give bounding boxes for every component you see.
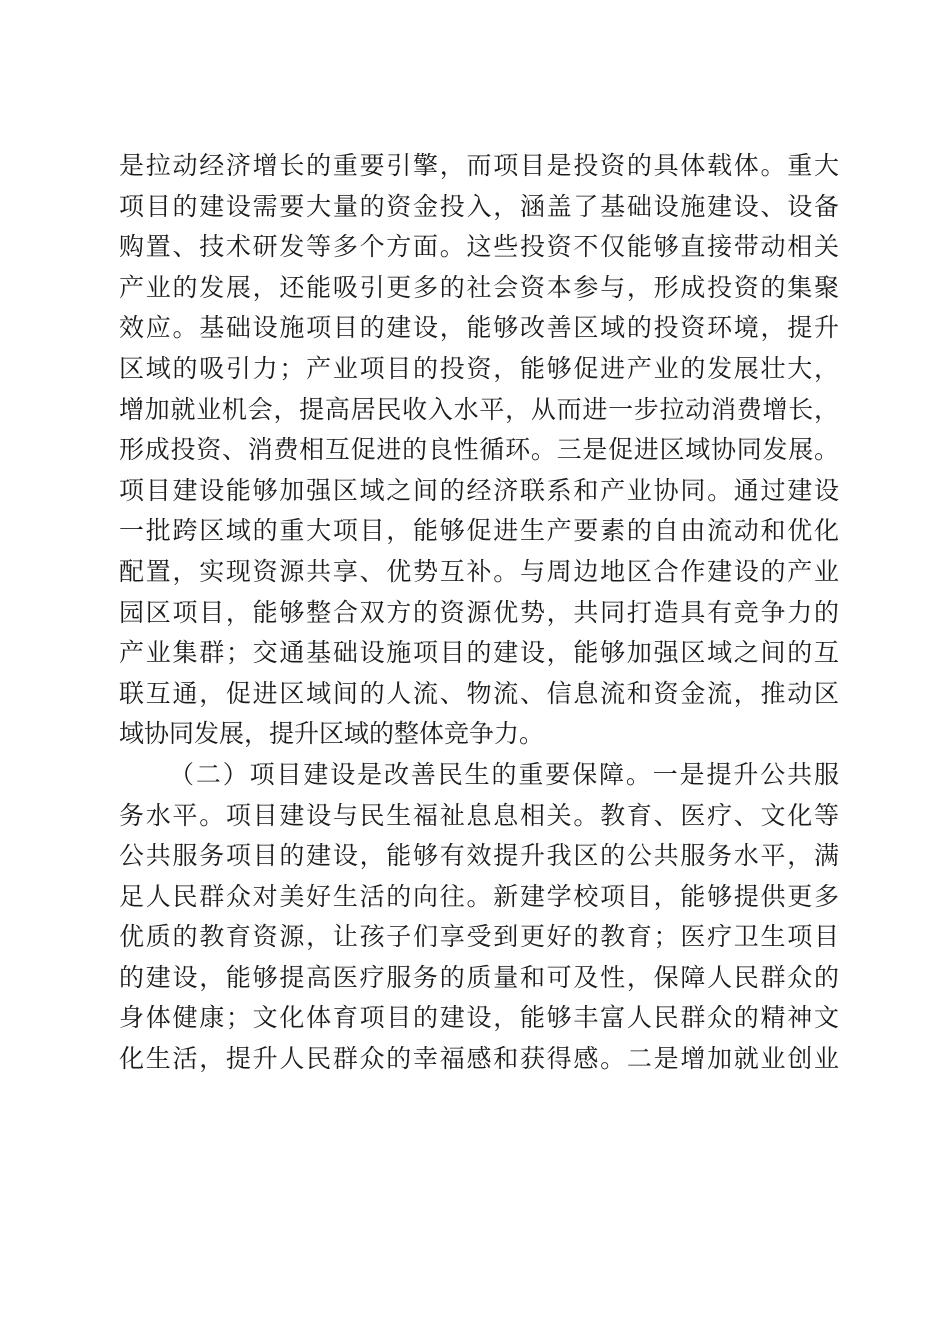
text-line: 化生活，提升人民群众的幸福感和获得感。二是增加就业创业 [119, 1044, 839, 1074]
text-line: 配置，实现资源共享、优势互补。与周边地区合作建设的产业 [119, 556, 839, 586]
text-line: 增加就业机会，提高居民收入水平，从而进一步拉动消费增长， [119, 394, 839, 424]
text-line: 项目的建设需要大量的资金投入，涵盖了基础设施建设、设备 [119, 191, 839, 221]
text-line: 公共服务项目的建设，能够有效提升我区的公共服务水平，满 [119, 841, 839, 871]
text-line: 身体健康；文化体育项目的建设，能够丰富人民群众的精神文 [119, 1003, 839, 1033]
text-line: 优质的教育资源，让孩子们享受到更好的教育；医疗卫生项目 [119, 922, 839, 952]
paragraph-end-line: 域协同发展，提升区域的整体竞争力。 [119, 719, 545, 749]
section-heading-line: （二）项目建设是改善民生的重要保障。一是提升公共服 [169, 759, 839, 789]
text-line: 是拉动经济增长的重要引擎，而项目是投资的具体载体。重大 [119, 151, 839, 180]
text-line: 务水平。项目建设与民生福祉息息相关。教育、医疗、文化等 [119, 800, 839, 830]
text-line: 的建设，能够提高医疗服务的质量和可及性，保障人民群众的 [119, 962, 839, 992]
text-line: 足人民群众对美好生活的向往。新建学校项目，能够提供更多 [119, 881, 839, 911]
text-line: 区域的吸引力；产业项目的投资，能够促进产业的发展壮大， [119, 353, 839, 383]
text-line: 联互通，促进区域间的人流、物流、信息流和资金流，推动区 [119, 678, 839, 708]
text-line: 形成投资、消费相互促进的良性循环。三是促进区域协同发展。 [119, 435, 839, 465]
text-line: 产业的发展，还能吸引更多的社会资本参与，形成投资的集聚 [119, 272, 839, 302]
text-line: 购置、技术研发等多个方面。这些投资不仅能够直接带动相关 [119, 232, 839, 262]
body-text [119, 146, 839, 1080]
text-line: 一批跨区域的重大项目，能够促进生产要素的自由流动和优化 [119, 516, 839, 546]
text-line: 园区项目，能够整合双方的资源优势，共同打造具有竞争力的 [119, 597, 839, 627]
text-line: 效应。基础设施项目的建设，能够改善区域的投资环境，提升 [119, 313, 839, 343]
text-line: 产业集群；交通基础设施项目的建设，能够加强区域之间的互 [119, 638, 839, 668]
text-line: 项目建设能够加强区域之间的经济联系和产业协同。通过建设 [119, 475, 839, 505]
